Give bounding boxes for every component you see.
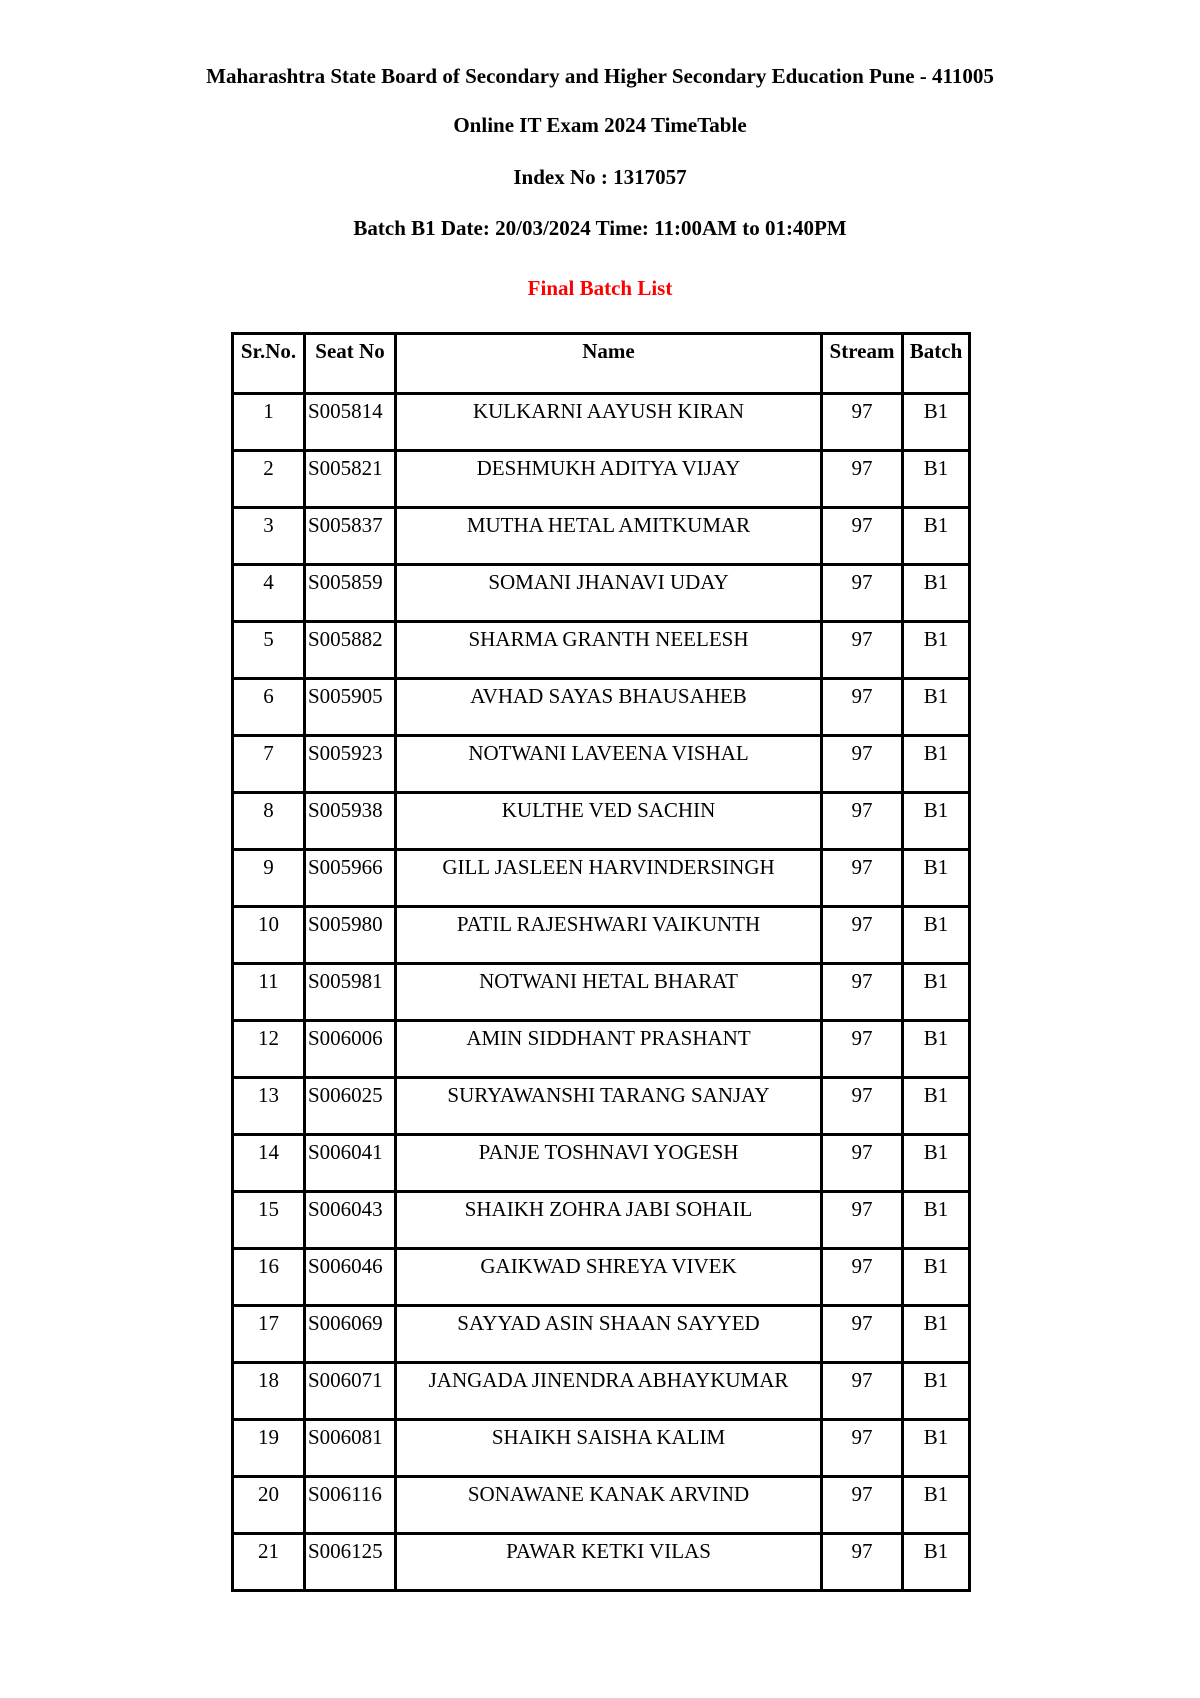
name-cell: SHAIKH SAISHA KALIM (397, 1421, 823, 1478)
sr-no-cell: 15 (234, 1193, 306, 1250)
batch-cell: B1 (904, 1421, 971, 1478)
table-row (234, 1307, 971, 1364)
name-cell: PANJE TOSHNAVI YOGESH (397, 1136, 823, 1193)
batch-cell: B1 (904, 1250, 971, 1307)
column-header-batch: Batch (904, 335, 971, 395)
stream-cell: 97 (823, 1079, 904, 1136)
seat-no-cell: S006125 (306, 1535, 397, 1592)
seat-no-cell: S006046 (306, 1250, 397, 1307)
seat-no-cell: S005981 (306, 965, 397, 1022)
batch-cell: B1 (904, 1022, 971, 1079)
exam-title: Online IT Exam 2024 TimeTable (453, 113, 747, 137)
table-row (234, 1478, 971, 1535)
column-header-sr-no: Sr.No. (234, 335, 306, 395)
seat-no-cell: S005966 (306, 851, 397, 908)
index-number: Index No : 1317057 (513, 165, 687, 189)
batch-cell: B1 (904, 680, 971, 737)
batch-cell: B1 (904, 1535, 971, 1592)
seat-no-cell: S006116 (306, 1478, 397, 1535)
name-cell: NOTWANI HETAL BHARAT (397, 965, 823, 1022)
seat-no-cell: S005837 (306, 509, 397, 566)
sr-no-cell: 4 (234, 566, 306, 623)
sr-no-cell: 16 (234, 1250, 306, 1307)
stream-cell: 97 (823, 737, 904, 794)
name-cell: AMIN SIDDHANT PRASHANT (397, 1022, 823, 1079)
batch-cell: B1 (904, 1136, 971, 1193)
batch-cell: B1 (904, 1307, 971, 1364)
table-row (234, 395, 971, 452)
column-header-seat-no: Seat No (306, 335, 397, 395)
stream-cell: 97 (823, 1364, 904, 1421)
seat-no-cell: S005980 (306, 908, 397, 965)
table-row (234, 1250, 971, 1307)
table-row (234, 737, 971, 794)
seat-no-cell: S005859 (306, 566, 397, 623)
table-row (234, 851, 971, 908)
sr-no-cell: 6 (234, 680, 306, 737)
stream-cell: 97 (823, 509, 904, 566)
batch-cell: B1 (904, 908, 971, 965)
batch-cell: B1 (904, 1364, 971, 1421)
seat-no-cell: S005821 (306, 452, 397, 509)
seat-no-cell: S006006 (306, 1022, 397, 1079)
sr-no-cell: 20 (234, 1478, 306, 1535)
stream-cell: 97 (823, 1421, 904, 1478)
stream-cell: 97 (823, 452, 904, 509)
sr-no-cell: 8 (234, 794, 306, 851)
table-row (234, 1535, 971, 1592)
seat-no-cell: S006071 (306, 1364, 397, 1421)
seat-no-cell: S006025 (306, 1079, 397, 1136)
sr-no-cell: 2 (234, 452, 306, 509)
batch-cell: B1 (904, 566, 971, 623)
table-row (234, 1364, 971, 1421)
stream-cell: 97 (823, 908, 904, 965)
board-title: Maharashtra State Board of Secondary and Higher Secondary Education Pune - 411005 (206, 64, 994, 88)
stream-cell: 97 (823, 680, 904, 737)
table-row (234, 1022, 971, 1079)
table-row (234, 452, 971, 509)
sr-no-cell: 10 (234, 908, 306, 965)
table-row (234, 566, 971, 623)
sr-no-cell: 13 (234, 1079, 306, 1136)
stream-cell: 97 (823, 1307, 904, 1364)
list-title: Final Batch List (527, 276, 673, 300)
stream-cell: 97 (823, 794, 904, 851)
name-cell: KULKARNI AAYUSH KIRAN (397, 395, 823, 452)
name-cell: JANGADA JINENDRA ABHAYKUMAR (397, 1364, 823, 1421)
seat-no-cell: S005938 (306, 794, 397, 851)
batch-cell: B1 (904, 395, 971, 452)
batch-cell: B1 (904, 1193, 971, 1250)
table-row (234, 965, 971, 1022)
table-row (234, 908, 971, 965)
name-cell: PAWAR KETKI VILAS (397, 1535, 823, 1592)
batch-cell: B1 (904, 965, 971, 1022)
stream-cell: 97 (823, 1136, 904, 1193)
table-row (234, 509, 971, 566)
table-row (234, 623, 971, 680)
batch-cell: B1 (904, 1478, 971, 1535)
batch-cell: B1 (904, 509, 971, 566)
name-cell: PATIL RAJESHWARI VAIKUNTH (397, 908, 823, 965)
sr-no-cell: 21 (234, 1535, 306, 1592)
table-row (234, 680, 971, 737)
name-cell: SONAWANE KANAK ARVIND (397, 1478, 823, 1535)
column-header-stream: Stream (823, 335, 904, 395)
name-cell: SAYYAD ASIN SHAAN SAYYED (397, 1307, 823, 1364)
sr-no-cell: 14 (234, 1136, 306, 1193)
batch-cell: B1 (904, 623, 971, 680)
sr-no-cell: 1 (234, 395, 306, 452)
batch-cell: B1 (904, 851, 971, 908)
name-cell: MUTHA HETAL AMITKUMAR (397, 509, 823, 566)
name-cell: SHAIKH ZOHRA JABI SOHAIL (397, 1193, 823, 1250)
sr-no-cell: 7 (234, 737, 306, 794)
batch-cell: B1 (904, 1079, 971, 1136)
batch-table (231, 332, 971, 1592)
stream-cell: 97 (823, 965, 904, 1022)
sr-no-cell: 17 (234, 1307, 306, 1364)
seat-no-cell: S005882 (306, 623, 397, 680)
name-cell: AVHAD SAYAS BHAUSAHEB (397, 680, 823, 737)
table-row (234, 1136, 971, 1193)
seat-no-cell: S006081 (306, 1421, 397, 1478)
seat-no-cell: S006041 (306, 1136, 397, 1193)
stream-cell: 97 (823, 851, 904, 908)
table-header-row (234, 335, 971, 395)
sr-no-cell: 11 (234, 965, 306, 1022)
name-cell: NOTWANI LAVEENA VISHAL (397, 737, 823, 794)
name-cell: SURYAWANSHI TARANG SANJAY (397, 1079, 823, 1136)
seat-no-cell: S005814 (306, 395, 397, 452)
seat-no-cell: S006043 (306, 1193, 397, 1250)
sr-no-cell: 5 (234, 623, 306, 680)
stream-cell: 97 (823, 566, 904, 623)
batch-cell: B1 (904, 794, 971, 851)
sr-no-cell: 18 (234, 1364, 306, 1421)
name-cell: GILL JASLEEN HARVINDERSINGH (397, 851, 823, 908)
stream-cell: 97 (823, 1535, 904, 1592)
table-row (234, 794, 971, 851)
batch-cell: B1 (904, 737, 971, 794)
name-cell: SOMANI JHANAVI UDAY (397, 566, 823, 623)
name-cell: KULTHE VED SACHIN (397, 794, 823, 851)
column-header-name: Name (397, 335, 823, 395)
name-cell: SHARMA GRANTH NEELESH (397, 623, 823, 680)
stream-cell: 97 (823, 1478, 904, 1535)
stream-cell: 97 (823, 1193, 904, 1250)
sr-no-cell: 12 (234, 1022, 306, 1079)
sr-no-cell: 9 (234, 851, 306, 908)
stream-cell: 97 (823, 395, 904, 452)
batch-info: Batch B1 Date: 20/03/2024 Time: 11:00AM to 01:40PM (353, 216, 847, 240)
sr-no-cell: 19 (234, 1421, 306, 1478)
sr-no-cell: 3 (234, 509, 306, 566)
stream-cell: 97 (823, 623, 904, 680)
seat-no-cell: S006069 (306, 1307, 397, 1364)
table-row (234, 1079, 971, 1136)
name-cell: GAIKWAD SHREYA VIVEK (397, 1250, 823, 1307)
batch-cell: B1 (904, 452, 971, 509)
stream-cell: 97 (823, 1250, 904, 1307)
table-body (234, 395, 971, 1592)
name-cell: DESHMUKH ADITYA VIJAY (397, 452, 823, 509)
table-row (234, 1193, 971, 1250)
stream-cell: 97 (823, 1022, 904, 1079)
table-row (234, 1421, 971, 1478)
seat-no-cell: S005923 (306, 737, 397, 794)
seat-no-cell: S005905 (306, 680, 397, 737)
